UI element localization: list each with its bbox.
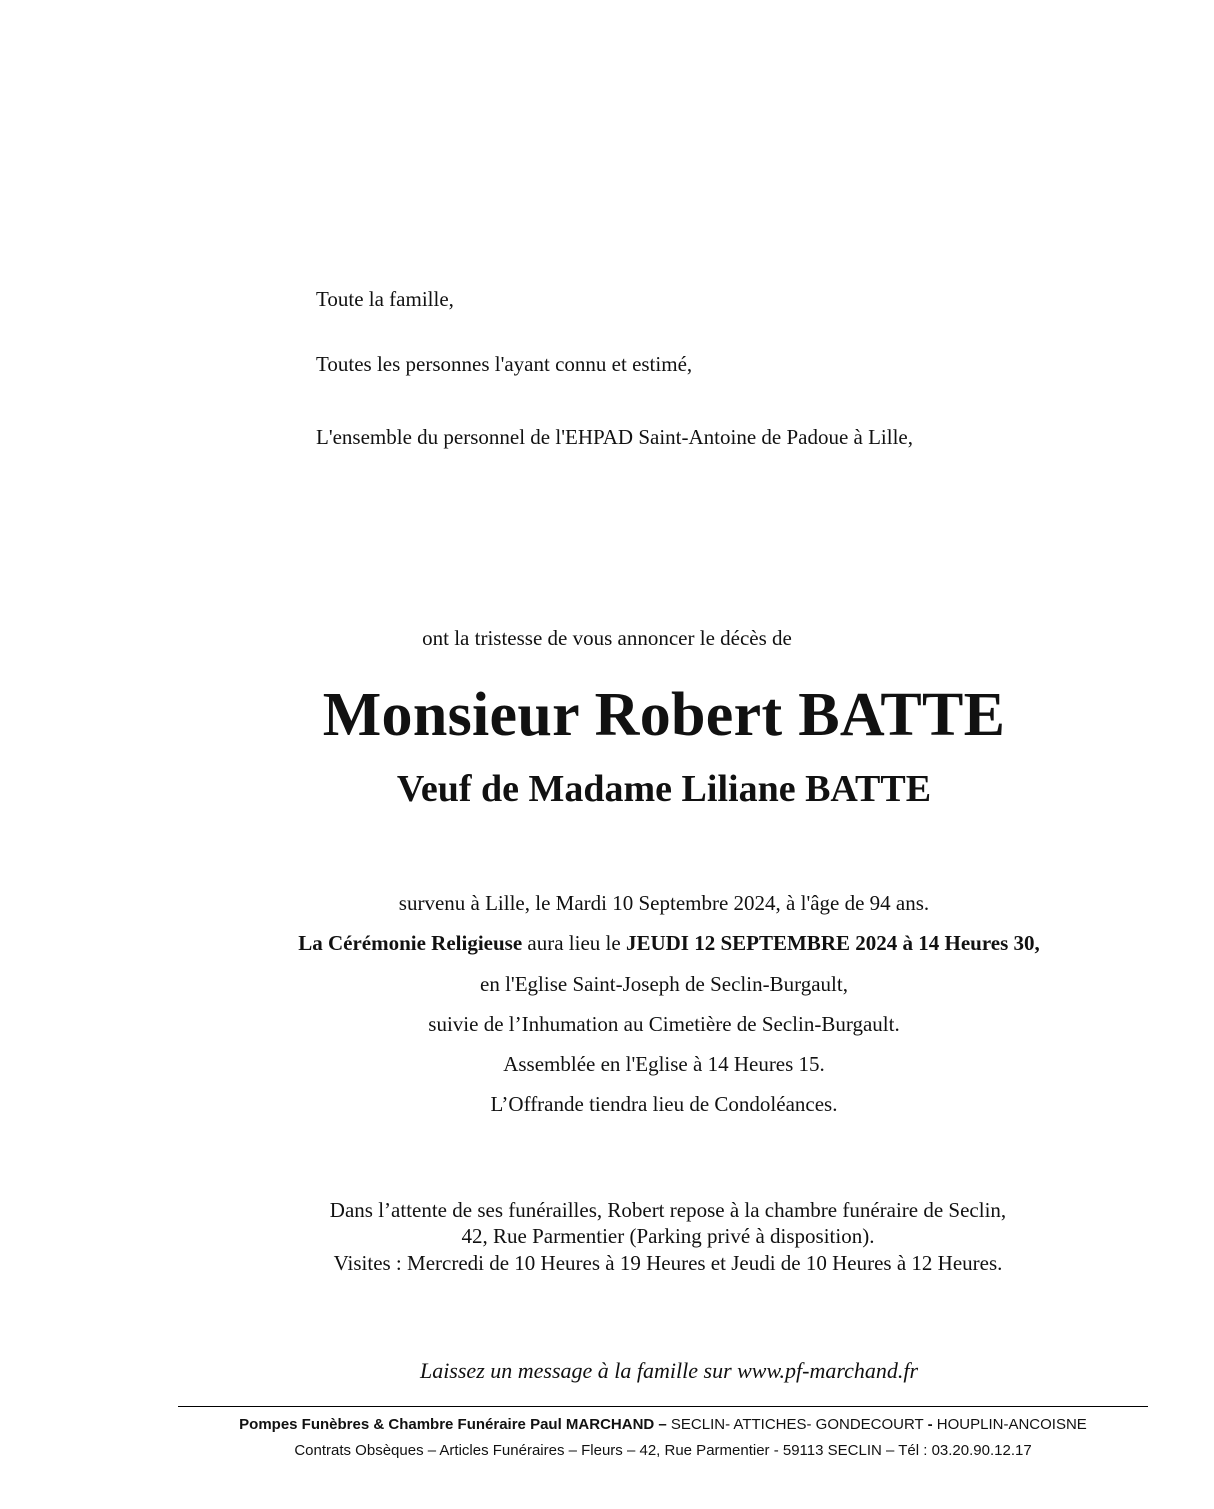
- footer-locations-b: HOUPLIN-ANCOISNE: [932, 1416, 1087, 1433]
- visiting-hours-line: Visites : Mercredi de 10 Heures à 19 Heures et Jeudi de 10 Heures à 12 Heures.: [333, 1251, 1003, 1275]
- offering-line: L’Offrande tiendra lieu de Condoléances.: [490, 1092, 838, 1116]
- footer-company-line: [0, 1416, 1214, 1433]
- ceremony-label: La Cérémonie Religieuse: [298, 931, 523, 955]
- address-line: 42, Rue Parmentier (Parking privé à disposition).: [461, 1224, 875, 1248]
- footer-services-line: Contrats Obsèques – Articles Funéraires – Fleurs – 42, Rue Parmentier - 59113 SECLIN – Tél : 03.20.90.12.17: [294, 1442, 1032, 1459]
- widow-of-line: Veuf de Madame Liliane BATTE: [396, 768, 932, 810]
- footer-divider: [178, 1406, 1148, 1407]
- church-line: en l'Eglise Saint-Joseph de Seclin-Burgault,: [480, 972, 848, 996]
- rest-location-line: Dans l’attente de ses funérailles, Robert repose à la chambre funéraire de Seclin,: [329, 1198, 1007, 1222]
- ceremony-line: [0, 931, 1214, 956]
- death-details: survenu à Lille, le Mardi 10 Septembre 2024, à l'âge de 94 ans.: [398, 891, 930, 915]
- deceased-name: Monsieur Robert BATTE: [322, 681, 1006, 749]
- burial-line: suivie de l’Inhumation au Cimetière de Seclin-Burgault.: [428, 1012, 900, 1036]
- ceremony-datetime: JEUDI 12 SEPTEMBRE 2024 à 14 Heures 30,: [625, 931, 1040, 955]
- footer-company: Pompes Funèbres & Chambre Funéraire Paul MARCHAND –: [239, 1416, 667, 1433]
- footer-locations-a: SECLIN- ATTICHES- GONDECOURT: [666, 1416, 928, 1433]
- acquaintances-line: Toutes les personnes l'ayant connu et estimé,: [316, 352, 693, 376]
- online-message: Laissez un message à la famille sur www.pf-marchand.fr: [419, 1358, 919, 1383]
- footer-dash: -: [927, 1416, 933, 1433]
- assembly-line: Assemblée en l'Eglise à 14 Heures 15.: [503, 1052, 825, 1076]
- announcement-intro: ont la tristesse de vous annoncer le décès de: [422, 626, 792, 650]
- family-line: Toute la famille,: [316, 287, 454, 311]
- ehpad-staff-line: L'ensemble du personnel de l'EHPAD Saint-Antoine de Padoue à Lille,: [316, 425, 914, 449]
- ceremony-connector: aura lieu le: [522, 931, 626, 955]
